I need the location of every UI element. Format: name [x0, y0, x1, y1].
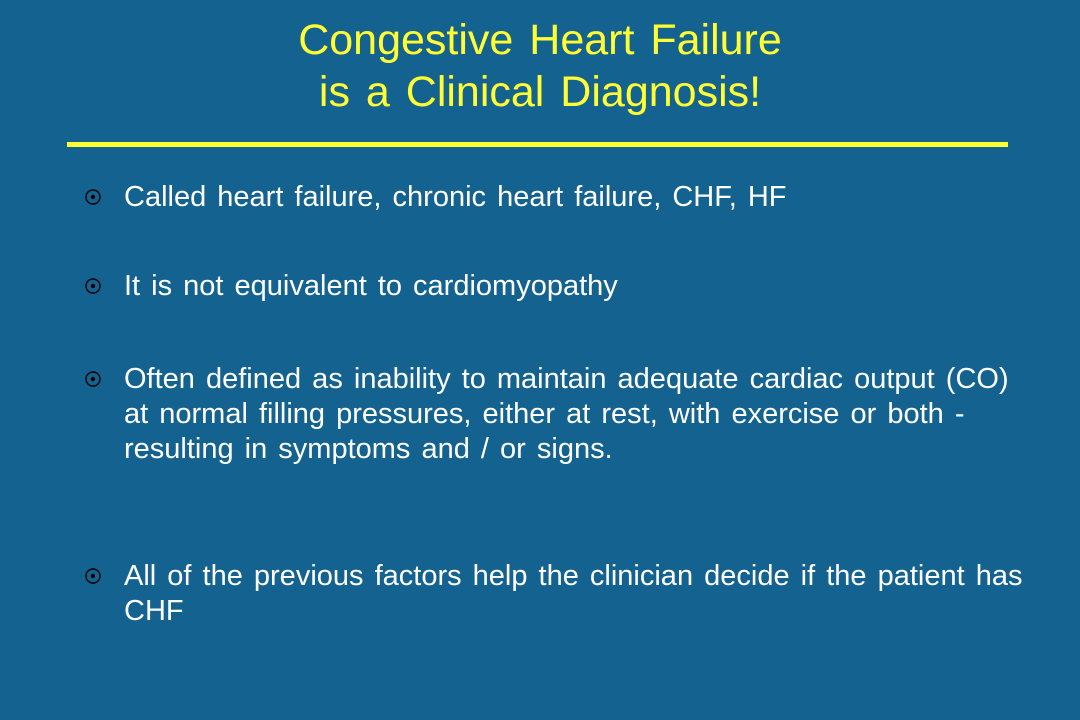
slide-title-line-2: is a Clinical Diagnosis!	[318, 68, 762, 116]
bullet-item	[84, 269, 1024, 304]
bullet-item	[84, 362, 1024, 467]
bullet-text: It is not equivalent to cardiomyopathy	[124, 270, 618, 302]
bullet-text: All of the previous factors help the clinician decide if the patient has CHF	[124, 560, 1023, 627]
circled-dot-icon	[84, 370, 102, 388]
bullet-item	[84, 559, 1024, 629]
circled-dot-icon	[84, 188, 102, 206]
bullet-item	[84, 180, 1024, 215]
bullet-text: Called heart failure, chronic heart failure, CHF, HF	[124, 181, 787, 213]
circled-dot-icon	[84, 567, 102, 585]
slide-title-line-1: Congestive Heart Failure	[298, 16, 782, 64]
bullet-text: Often defined as inability to maintain adequate cardiac output (CO) at normal filling pressures, either at rest, with exercise or both - resulting in symptoms and / or signs.	[124, 363, 1009, 465]
circled-dot-icon	[84, 277, 102, 295]
